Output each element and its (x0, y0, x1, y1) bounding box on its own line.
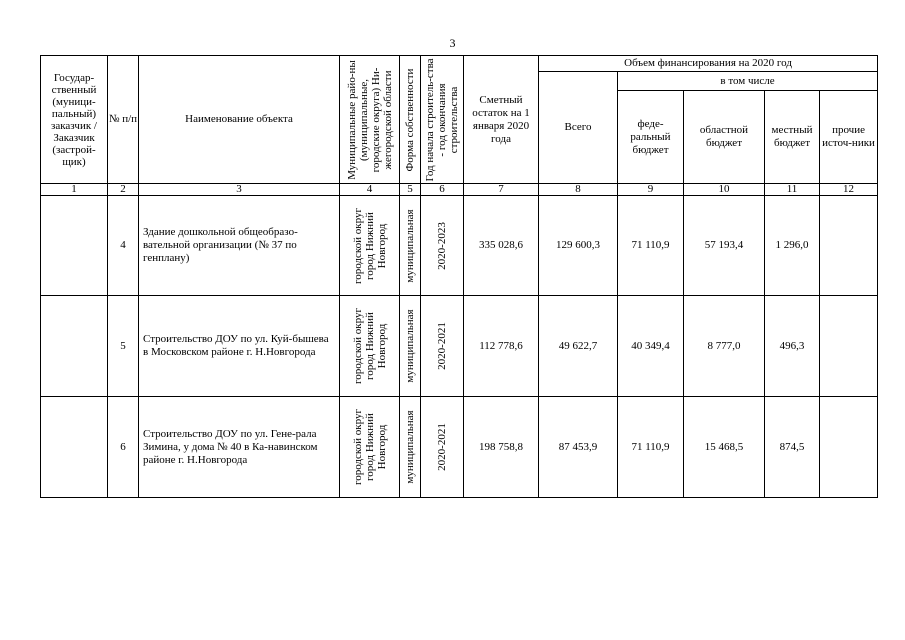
column-number: 7 (464, 184, 539, 196)
cell-ownership-text: муниципальная (404, 410, 416, 484)
header-district (340, 56, 400, 184)
cell-other (820, 296, 878, 397)
cell-local: 496,3 (765, 296, 820, 397)
header-ownership (400, 56, 421, 184)
cell-district-text: городской округ город Нижний Новгород (351, 207, 388, 284)
header-estimate: Сметный остаток на 1 января 2020 года (464, 56, 539, 184)
header-including: в том числе (618, 72, 878, 91)
cell-estimate: 335 028,6 (464, 196, 539, 296)
header-total: Всего (539, 72, 618, 184)
cell-other (820, 397, 878, 498)
cell-district (340, 296, 400, 397)
column-number: 8 (539, 184, 618, 196)
header-other: прочие источ-ники (820, 91, 878, 184)
cell-customer (41, 196, 108, 296)
cell-ownership (400, 397, 421, 498)
cell-local: 1 296,0 (765, 196, 820, 296)
cell-years-text: 2020-2021 (436, 423, 448, 471)
cell-total: 87 453,9 (539, 397, 618, 498)
cell-federal: 40 349,4 (618, 296, 684, 397)
cell-estimate: 112 778,6 (464, 296, 539, 397)
cell-estimate: 198 758,8 (464, 397, 539, 498)
header-federal: феде-ральный бюджет (618, 91, 684, 184)
cell-object-name: Строительство ДОУ по ул. Куй-бышева в Московском районе г. Н.Новгорода (139, 296, 340, 397)
cell-customer (41, 397, 108, 498)
column-number: 2 (108, 184, 139, 196)
cell-object-name: Строительство ДОУ по ул. Гене-рала Зимина, у дома № 40 в Ка-навинском районе г. Н.Новгорода (139, 397, 340, 498)
column-numbers-row (41, 184, 878, 196)
header-customer: Государ-ственный (муници-пальный) заказчик / Заказчик (застрой-щик) (41, 56, 108, 184)
cell-customer (41, 296, 108, 397)
column-number: 3 (139, 184, 340, 196)
financing-table (40, 55, 878, 498)
column-number: 4 (340, 184, 400, 196)
column-number: 9 (618, 184, 684, 196)
cell-district (340, 196, 400, 296)
header-row-1 (41, 56, 878, 72)
cell-years (421, 296, 464, 397)
cell-years-text: 2020-2023 (436, 221, 448, 270)
header-ownership-text: Форма собственности (404, 68, 416, 171)
column-number: 1 (41, 184, 108, 196)
column-number: 11 (765, 184, 820, 196)
cell-ownership (400, 296, 421, 397)
cell-years-text: 2020-2021 (436, 322, 448, 370)
cell-num: 6 (108, 397, 139, 498)
header-regional: областной бюджет (684, 91, 765, 184)
header-financing: Объем финансирования на 2020 год (539, 56, 878, 72)
cell-district-text: городской округ город Нижний Новгород (351, 307, 388, 385)
header-years (421, 56, 464, 184)
header-num: № п/п (108, 56, 139, 184)
table-row (41, 296, 878, 397)
cell-ownership-text: муниципальная (404, 309, 416, 383)
cell-regional: 8 777,0 (684, 296, 765, 397)
cell-other (820, 196, 878, 296)
cell-ownership (400, 196, 421, 296)
cell-local: 874,5 (765, 397, 820, 498)
cell-ownership-text: муниципальная (404, 208, 416, 283)
cell-total: 129 600,3 (539, 196, 618, 296)
header-district-text: Муниципальные райо-ны (муниципальные, городские округа) Ни-жегородской области (345, 59, 394, 180)
page-number: 3 (449, 36, 456, 50)
cell-district (340, 397, 400, 498)
header-years-text: Год начала строитель-ства - год окончания строительства (424, 57, 460, 182)
header-object-name: Наименование объекта (139, 56, 340, 184)
cell-years (421, 397, 464, 498)
table-row (41, 397, 878, 498)
cell-federal: 71 110,9 (618, 196, 684, 296)
header-local: местный бюджет (765, 91, 820, 184)
cell-years (421, 196, 464, 296)
cell-regional: 57 193,4 (684, 196, 765, 296)
column-number: 12 (820, 184, 878, 196)
cell-total: 49 622,7 (539, 296, 618, 397)
cell-federal: 71 110,9 (618, 397, 684, 498)
column-number: 6 (421, 184, 464, 196)
column-number: 5 (400, 184, 421, 196)
cell-num: 4 (108, 196, 139, 296)
cell-district-text: городской округ город Нижний Новгород (351, 408, 388, 486)
column-number: 10 (684, 184, 765, 196)
table-row (41, 196, 878, 296)
cell-object-name: Здание дошкольной общеобразо-вательной организации (№ 37 по генплану) (139, 196, 340, 296)
cell-num: 5 (108, 296, 139, 397)
cell-regional: 15 468,5 (684, 397, 765, 498)
